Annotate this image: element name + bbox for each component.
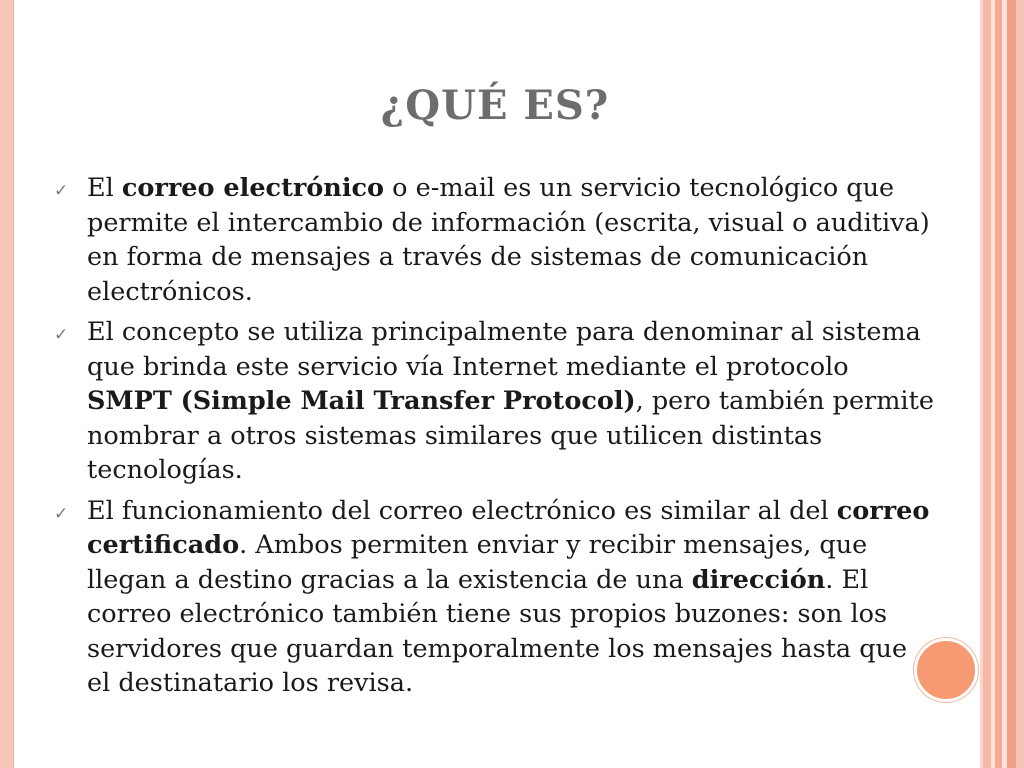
accent-circle [914, 638, 978, 702]
slide-title: ¿QUÉ ES? [380, 82, 610, 129]
stripe [995, 0, 1002, 768]
text-run: . Ambos permiten enviar y recibir mensajes, que llegan a destino gracias a la existencia de una [87, 530, 868, 595]
text-run: El concepto se utiliza principalmente para denominar al sistema que brinda este servicio vía Internet mediante el protocolo [87, 317, 921, 382]
text-run: El funcionamiento del correo electrónico es similar al del [87, 495, 837, 526]
text-run: o e-mail es un servicio tecnológico que permite el intercambio de información (escrita, visual o auditiva) en forma de mensajes a través de sistemas de comunicación electrónicos. [87, 173, 930, 307]
stripe [1007, 0, 1016, 768]
text-run-bold: SMPT (Simple Mail Transfer Protocol) [87, 386, 636, 416]
bullet-item [54, 494, 934, 701]
bullet-text [87, 494, 934, 701]
check-icon: ✓ [54, 503, 69, 524]
bullet-list [54, 171, 934, 707]
check-icon: ✓ [54, 181, 69, 201]
text-run: , pero también permite nombrar a otros sistemas similares que utilicen distintas tecnologías. [87, 386, 934, 485]
text-run-bold: dirección [691, 564, 826, 595]
stripe [1016, 0, 1024, 768]
bullet-item [54, 315, 934, 488]
bullet-text [87, 171, 934, 309]
text-run: . El correo electrónico también tiene sus propios buzones: son los servidores que guardan temporalmente los mensajes hasta que el destinatario los revisa. [87, 564, 908, 698]
text-run-bold: correo certificado [87, 495, 930, 560]
check-icon: ✓ [54, 325, 69, 345]
bullet-item [54, 171, 934, 309]
bullet-text [87, 315, 934, 488]
text-run-bold: correo electrónico [121, 173, 385, 203]
text-run: El [87, 173, 122, 203]
